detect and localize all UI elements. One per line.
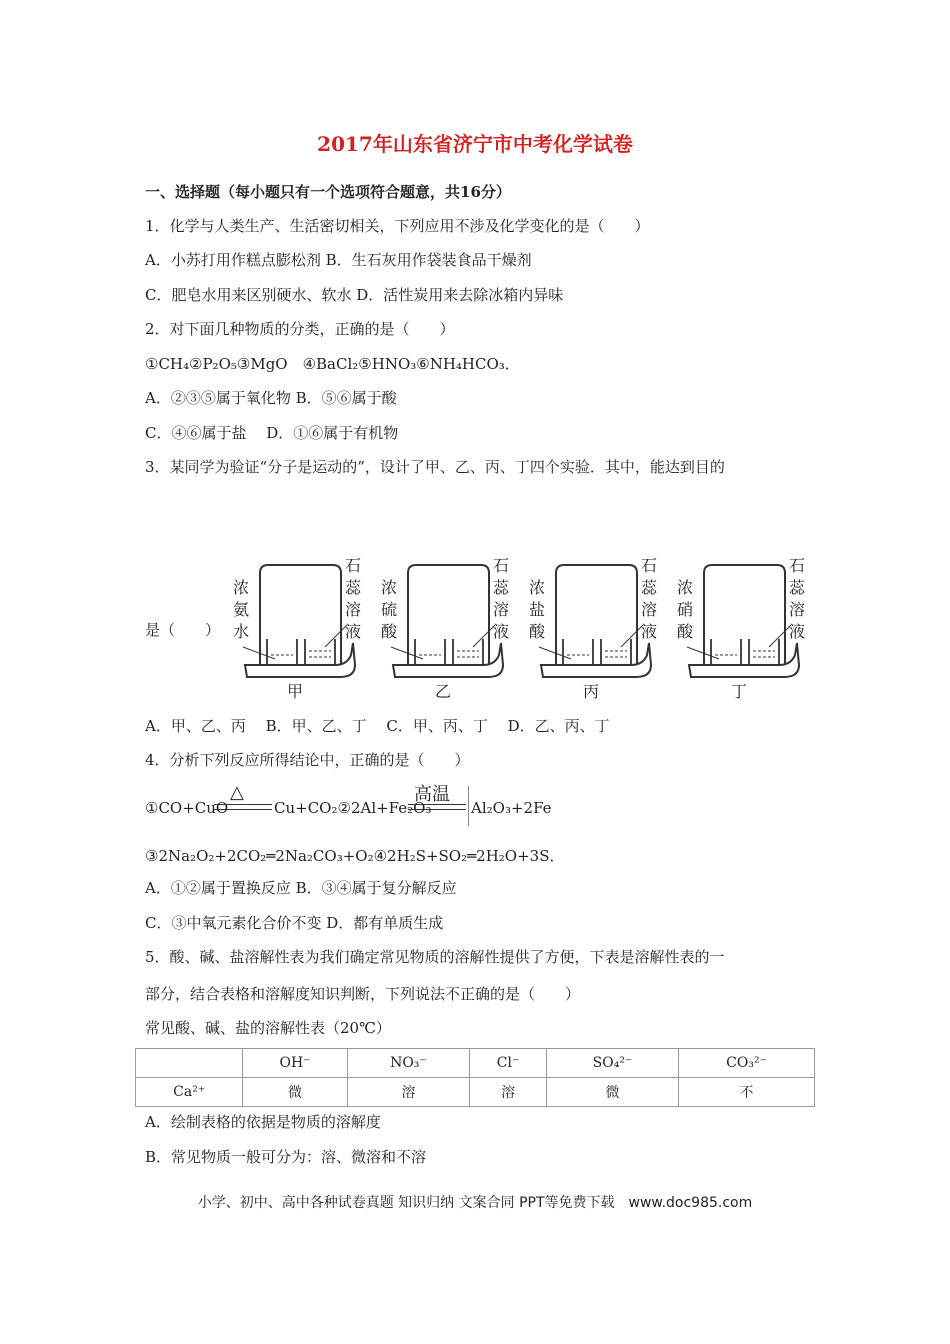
q1-stem: 1．化学与人类生产、生活密切相关，下列应用不涉及化学变化的是（ ） [145,217,650,235]
bell-jar [704,565,785,665]
apparatus-3 [529,556,658,701]
heat-condition: △ [230,782,244,803]
q3-stem-tail: 是（ ） [145,621,221,639]
left-beaker [711,639,741,665]
high-temp-condition: 高温 [414,784,450,805]
table-cell: 微 [243,1078,347,1107]
base-plate [541,643,651,677]
q1-options-ab: A．小苏打用作糕点膨松剂 B．生石灰用作袋装食品干燥剂 [145,251,532,269]
q5-option-b: B．常见物质一般可分为：溶、微溶和不溶 [145,1148,427,1166]
indicator-label: 石 [493,556,510,575]
apparatus-1 [233,556,362,701]
q2-stem: 2．对下面几种物质的分类，正确的是（ ） [145,320,455,338]
q4-stem: 4．分析下列反应所得结论中，正确的是（ ） [145,751,470,769]
indicator-label: 石 [789,556,806,575]
q2-options-cd: C．④⑥属于盐 D．①⑥属于有机物 [145,424,399,442]
reagent-label: 水 [233,622,250,641]
experiment-caption: 丙 [582,682,600,701]
leader-line [473,625,495,647]
bell-jar [260,565,341,665]
reagent-label: 酸 [381,622,398,641]
apparatus-2 [381,556,510,701]
footer-banner: 小学、初中、高中各种试卷真题 知识归纳 文案合同 PPT等免费下载 www.doc985.com [197,1195,753,1211]
table-cell: SO₄²⁻ [546,1049,678,1078]
reagent-label: 浓 [233,578,250,597]
reagent-label: 酸 [529,622,546,641]
experiment-caption: 丁 [730,682,748,701]
bell-jar [556,565,637,665]
experiment-caption: 甲 [286,682,304,701]
q3-options: A．甲、乙、丙 B．甲、乙、丁 C．甲、丙、丁 D．乙、丙、丁 [145,717,610,735]
q2-items: ①CH₄②P₂O₅③MgO ④BaCl₂⑤HNO₃⑥NH₄HCO₃． [145,355,520,373]
table-cell: 不 [679,1078,815,1107]
indicator-label: 液 [345,622,362,641]
reagent-label: 浓 [677,578,694,597]
leader-line [325,625,347,647]
table-cell: NO₃⁻ [347,1049,470,1078]
leader-line [769,625,791,647]
q5-option-a: A．绘制表格的依据是物质的溶解度 [145,1113,381,1131]
indicator-label: 石 [345,556,362,575]
reagent-label: 酸 [677,622,694,641]
apparatus-4 [677,556,806,701]
base-plate [393,643,503,677]
q4-options-ab: A．①②属于置换反应 B．③④属于复分解反应 [145,879,457,897]
indicator-label: 溶 [493,600,510,619]
q4-options-cd: C．③中氧元素化合价不变 D．都有单质生成 [145,914,444,932]
right-beaker [453,639,483,665]
table-cell: 溶 [347,1078,470,1107]
experiment-caption: 乙 [434,682,452,701]
table-cell: OH⁻ [243,1049,347,1078]
reagent-label: 硝 [677,600,694,619]
page-title: 2017年山东省济宁市中考化学试卷 [317,132,633,156]
indicator-label: 液 [493,622,510,641]
indicator-label: 溶 [789,600,806,619]
table-header-row [136,1049,815,1078]
leader-line [621,625,643,647]
table-cell: 溶 [470,1078,547,1107]
q2-options-ab: A．②③⑤属于氧化物 B．⑤⑥属于酸 [145,389,397,407]
indicator-label: 石 [641,556,658,575]
base-plate [245,643,355,677]
q3-stem: 3．某同学为验证“分子是运动的”，设计了甲、乙、丙、丁四个实验．其中，能达到目的 [145,458,725,476]
q4-reaction-2-right: Al₂O₃+2Fe [471,799,552,817]
indicator-label: 蕊 [493,578,510,597]
q4-reaction-1-right: Cu+CO₂②2Al+Fe₂O₃ [274,799,432,817]
indicator-label: 溶 [641,600,658,619]
table-cell: Cl⁻ [470,1049,547,1078]
right-beaker [601,639,631,665]
indicator-label: 蕊 [641,578,658,597]
left-beaker [563,639,593,665]
table-cell: Ca²⁺ [136,1078,243,1107]
q5-stem-1: 5．酸、碱、盐溶解性表为我们确定常见物质的溶解性提供了方便，下表是溶解性表的一 [145,948,725,966]
q3-experiment-figure [225,555,815,705]
right-beaker [749,639,779,665]
q4-reactions-3-4: ③2Na₂O₂+2CO₂═2Na₂CO₃+O₂④2H₂S+SO₂═2H₂O+3S． [145,847,565,865]
q5-table-title: 常见酸、碱、盐的溶解性表（20℃） [145,1019,391,1037]
reagent-label: 浓 [381,578,398,597]
table-cell: CO₃²⁻ [679,1049,815,1078]
indicator-label: 蕊 [345,578,362,597]
q1-options-cd: C．肥皂水用来区别硬水、软水 D．活性炭用来去除冰箱内异味 [145,286,564,304]
reagent-label: 硫 [381,600,398,619]
table-row [136,1078,815,1107]
cursor-divider [468,786,469,826]
right-beaker [305,639,335,665]
reaction-equals-sign [214,804,272,810]
bell-jar [408,565,489,665]
reaction-equals-sign [408,804,466,810]
q4-reaction-1-left: ①CO+CuO [145,799,229,817]
indicator-label: 溶 [345,600,362,619]
reagent-label: 浓 [529,578,546,597]
reagent-label: 盐 [529,600,546,619]
base-plate [689,643,799,677]
solubility-table [135,1048,815,1107]
reagent-label: 氨 [233,600,250,619]
table-cell: 微 [546,1078,678,1107]
indicator-label: 液 [641,622,658,641]
indicator-label: 液 [789,622,806,641]
left-beaker [415,639,445,665]
table-cell [136,1049,243,1078]
section-heading: 一、选择题（每小题只有一个选项符合题意，共16分） [145,183,511,201]
q5-stem-2: 部分，结合表格和溶解度知识判断，下列说法不正确的是（ ） [145,985,581,1003]
left-beaker [267,639,297,665]
indicator-label: 蕊 [789,578,806,597]
